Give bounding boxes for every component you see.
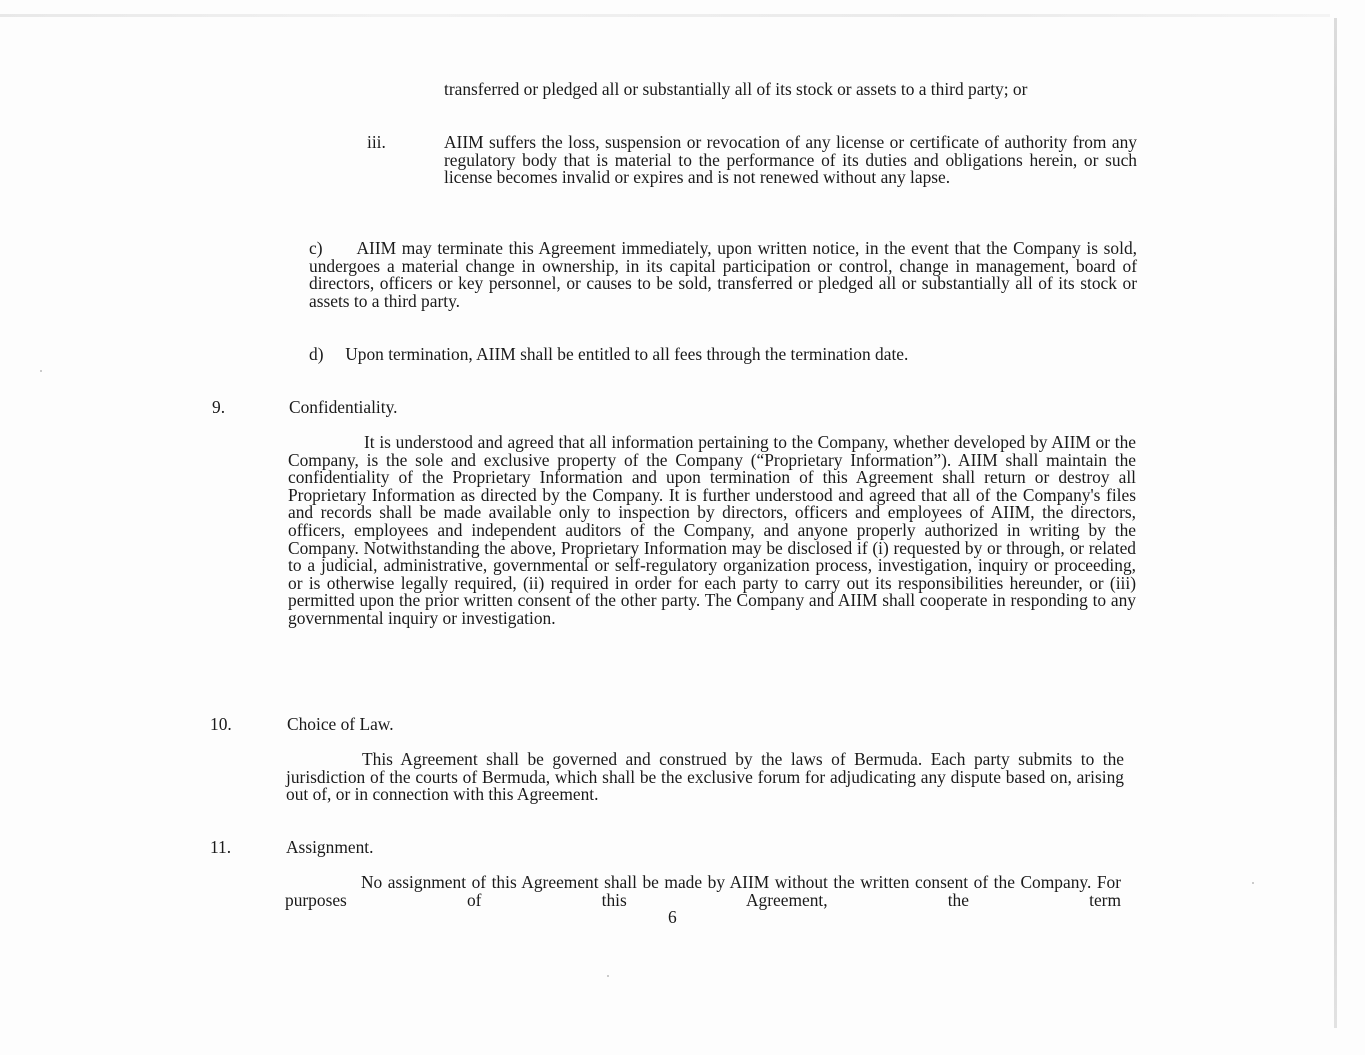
page-number: 6 <box>668 907 677 927</box>
section-11-number: 11. <box>210 837 232 857</box>
clause-c-text: c) AIIM may terminate this Agreement immediately, upon written notice, in the event that the Company is sold, undergoes a material change in ownership, in its capital participation or control, change in management, board of directors, officers or key personnel, or causes to be sold, transferred or pledged all or substantially all of its stock or assets to a third party. <box>309 238 1137 311</box>
section-9-body <box>288 434 1136 628</box>
section-11-body <box>285 874 1121 909</box>
section-9-body-text: It is understood and agreed that all information pertaining to the Company, whether developed by AIIM or the Company, is the sole and exclusive property of the Company (“Proprietary Information”). AIIM shall maintain the confidentiality of the Proprietary Information and upon termination of this Agreement shall return or destroy all Proprietary Information as directed by the Company. It is further understood and agreed that all of the Company's files and records shall be made available only to inspection by directors, officers and employees of AIIM, the directors, officers, employees and independent auditors of the Company, and anyone properly authorized in writing by the Company. Notwithstanding the above, Proprietary Information may be disclosed if (i) requested by or through, or related to a judicial, administrative, governmental or self-regulatory organization process, investigation, inquiry or proceeding, or is otherwise legally required, (ii) required in order for each party to carry out its responsibilities hereunder, or (iii) permitted upon the prior written consent of the other party. The Company and AIIM shall cooperate in responding to any governmental inquiry or investigation. <box>288 432 1136 628</box>
scan-speck <box>1252 882 1254 884</box>
scan-speck <box>40 370 42 372</box>
section-11-body-text: No assignment of this Agreement shall be made by AIIM without the written consent of the Company. For purposes of this Agreement, the term <box>285 872 1121 910</box>
item-ii-continuation-text: transferred or pledged all or substantially all of its stock or assets to a third party; or <box>444 79 1028 99</box>
item-iii-label: iii. <box>367 132 386 152</box>
section-11-title: Assignment. <box>286 837 374 857</box>
item-iii <box>444 134 1137 187</box>
section-9-title: Confidentiality. <box>289 397 398 417</box>
item-iii-text: AIIM suffers the loss, suspension or revocation of any license or certificate of authority from any regulatory body that is material to the performance of its duties and obligations herein, or such license becomes invalid or expires and is not renewed without any lapse. <box>444 132 1137 188</box>
section-10-number: 10. <box>210 714 232 734</box>
section-10-body-text: This Agreement shall be governed and construed by the laws of Bermuda. Each party submits to the jurisdiction of the courts of Bermuda, which shall be the exclusive forum for adjudicating any dispute based on, arising out of, or in connection with this Agreement. <box>286 749 1124 805</box>
scan-edge-top <box>0 14 1330 17</box>
scan-speck <box>607 975 609 977</box>
clause-d <box>309 346 1135 364</box>
scan-edge-right <box>1334 18 1337 1028</box>
item-ii-continuation <box>444 81 1125 99</box>
section-10-body <box>286 751 1124 804</box>
clause-c <box>309 240 1137 310</box>
section-10-title: Choice of Law. <box>287 714 394 734</box>
section-9-number: 9. <box>212 397 226 417</box>
clause-d-text: d) Upon termination, AIIM shall be entitled to all fees through the termination date. <box>309 344 909 364</box>
